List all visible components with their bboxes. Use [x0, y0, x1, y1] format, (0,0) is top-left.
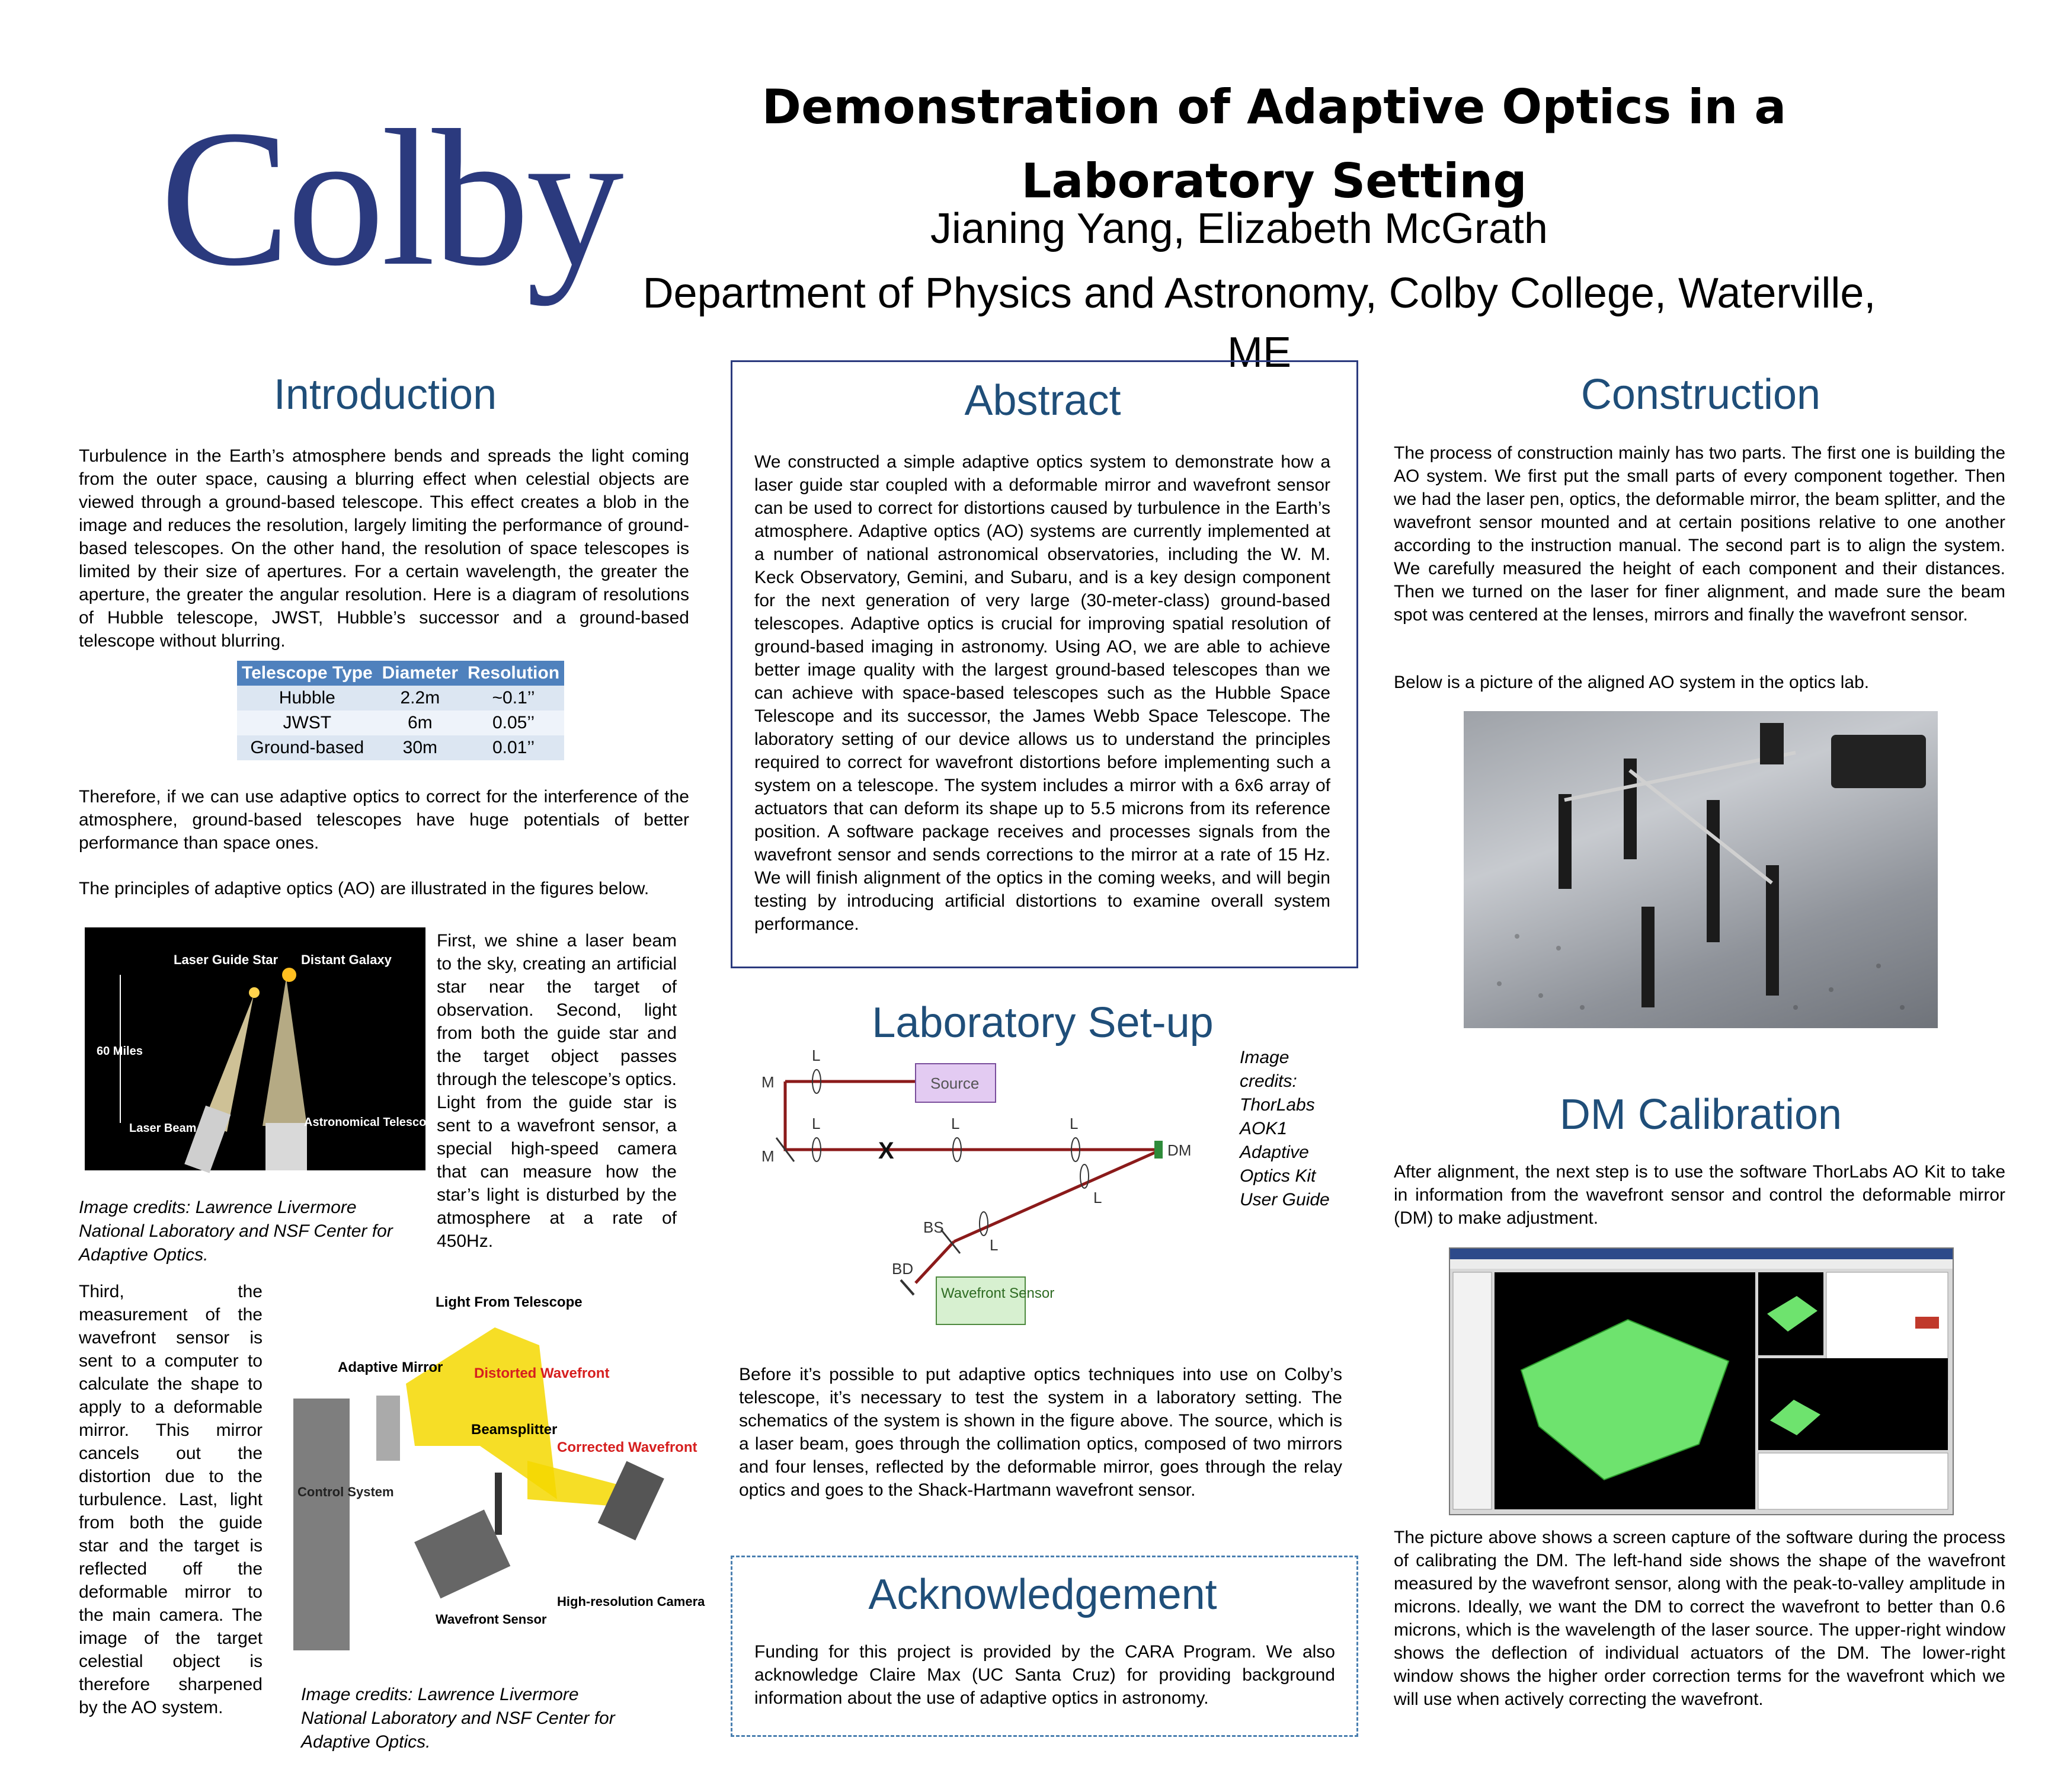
table-header-type: Telescope Type [237, 661, 377, 686]
fig1-label-telescope: Astronomical Telescope [304, 1116, 440, 1129]
intro-paragraph-2: Therefore, if we can use adaptive optics to correct for the interference of the atmosphere, ground-based telescopes have huge potentials of better performance than space ones. [79, 787, 689, 853]
fig2-description: Third, the measurement of the wavefront sensor is sent to a computer to calculate the shape to apply to a deformable mirror. This mirror cancels out the distortion due to the turbulence. Last, light from both the guide star and the target is reflected off the deformable mirror to the main camera. The image of the target celestial object is therefore sharpened by the AO system. [79, 1282, 263, 1717]
setup-heading: Laboratory Set-up [872, 999, 1214, 1047]
svg-text:L [1093, 1189, 1102, 1207]
svg-text:BS [923, 1218, 944, 1236]
laser-guide-star-figure [85, 927, 440, 1170]
setup-label-x: X [878, 1138, 894, 1164]
setup-schematic [753, 1046, 1215, 1324]
poster-title [676, 70, 1873, 218]
fig2-credit: Image credits: Lawrence Livermore National Laboratory and NSF Center for Adaptive Optics. [301, 1685, 615, 1752]
setup-label-m1: M [761, 1073, 775, 1091]
svg-text:Distorted Wavefront [474, 1365, 609, 1381]
table-row: JWST 6m 0.05’’ [237, 711, 564, 735]
svg-text:DM [1167, 1141, 1191, 1159]
fig2-label-corrected: Corrected Wavefront [557, 1439, 697, 1455]
lab-photo [1464, 711, 1938, 1028]
svg-text:High-resolution Camera [557, 1594, 705, 1609]
table-header-diameter: Diameter [377, 661, 463, 686]
svg-text:L [812, 1115, 820, 1132]
svg-text:Wavefront Sensor [436, 1612, 547, 1627]
intro-paragraph-1: Turbulence in the Earth’s atmosphere bends and spreads the light coming from the outer space, causing a blurring effect when celestial objects are viewed through a ground-based telescope. This effect creates a blob in the image and reduces the resolution, largely limiting the performance of ground-based telescopes. On the other hand, the resolution of space telescopes is limited by their size of apertures. For a certain wavelength, the greater the aperture, the greater the angular resolution. Here is a diagram of resolutions of Hubble telescope, JWST, Hubble’s successor and a ground-based telescope without blurring. [79, 446, 689, 651]
fig2-label-adaptive-mirror: Adaptive Mirror [338, 1359, 443, 1375]
construction-paragraph-2: Below is a picture of the aligned AO system in the optics lab. [1394, 673, 1870, 692]
resolution-table [237, 661, 564, 760]
svg-text:L [951, 1115, 959, 1132]
setup-credit: Image credits: ThorLabs AOK1 Adaptive Optics Kit User Guide [1240, 1048, 1330, 1209]
acknowledgement-heading: Acknowledgement [868, 1571, 1217, 1618]
svg-text:Wavefront Sensor [941, 1285, 1054, 1301]
setup-label-bs: BS [923, 1218, 944, 1236]
svg-text:Laser Guide Star [174, 952, 279, 967]
svg-text:Astronomical Telescope [304, 1116, 440, 1129]
table-header-resolution: Resolution [463, 661, 564, 686]
svg-text:Light From Telescope [436, 1294, 583, 1310]
svg-text:Beamsplitter [471, 1422, 557, 1438]
svg-text:X [878, 1138, 894, 1164]
setup-label-l1: L [812, 1047, 821, 1064]
svg-text:60 Miles [97, 1045, 143, 1058]
setup-text: Before it’s possible to put adaptive optics techniques into use on Colby’s telescope, it’s necessary to test the system in a laboratory setting. The schematics of the system is shown in the figure above. The source, which is a laser beam, goes through the collimation optics, composed of two mirrors and four lenses, reflected by the deformable mirror, goes through the relay optics and goes to the Shack-Hartmann wavefront sensor. [739, 1365, 1342, 1500]
setup-label-source: Source [930, 1074, 980, 1092]
svg-text:BD [892, 1260, 913, 1278]
setup-label-l6: L [990, 1236, 999, 1254]
fig2-label-camera: High-resolution Camera [557, 1594, 705, 1609]
fig2-label-sensor: Wavefront Sensor [436, 1612, 547, 1627]
svg-text:Source [930, 1074, 979, 1092]
setup-label-l3: L [951, 1115, 960, 1132]
fig2-label-control: Control System [297, 1484, 394, 1499]
dm-paragraph-1: After alignment, the next step is to use the software ThorLabs AO Kit to take in information from the wavefront sensor and control the deformable mirror (DM) to make adjustment. [1394, 1162, 2005, 1228]
dm-heading: DM Calibration [1559, 1091, 1842, 1138]
fig2-label-beamsplitter: Beamsplitter [471, 1422, 558, 1438]
fig1-description: First, we shine a laser beam to the sky, creating an artificial star near the target of observation. Second, light from both the guide star and the target object passes through the telescope’s optics. Light from the guide star is sent to a wavefront sensor, a special high-speed camera that can measure how the star’s light is disturbed by the atmosphere at a rate of 450Hz. [437, 931, 677, 1251]
abstract-heading: Abstract [964, 377, 1121, 424]
setup-label-l5: L [1093, 1189, 1102, 1207]
fig1-label-miles: 60 Miles [97, 1045, 143, 1058]
svg-text:Corrected Wavefront [557, 1439, 697, 1455]
fig2-label-light: Light From Telescope [436, 1294, 583, 1310]
svg-text:Distant Galaxy [301, 952, 392, 967]
title-line-2: Laboratory Setting [1021, 153, 1527, 209]
intro-paragraph-3: The principles of adaptive optics (AO) are illustrated in the figures below. [79, 879, 649, 898]
setup-label-bd: BD [892, 1260, 914, 1278]
svg-text:Adaptive Mirror [338, 1359, 443, 1375]
title-line-1: Demonstration of Adaptive Optics in a [761, 79, 1787, 135]
svg-text:L [1070, 1115, 1078, 1132]
svg-text:Control System [297, 1484, 394, 1499]
acknowledgement-text: Funding for this project is provided by the CARA Program. We also acknowledge Claire Max (UC Santa Cruz) for providing background information about the use of adaptive optics in astronomy. [754, 1642, 1335, 1708]
introduction-heading: Introduction [273, 371, 497, 418]
abstract-text: We constructed a simple adaptive optics system to demonstrate how a laser guide star coupled with a deformable mirror and wavefront sensor can be used to correct for distortions caused by turbulence in the Earth’s atmosphere. Adaptive optics (AO) systems are currently implemented at a number of national astronomical observatories, including the W. M. Keck Observatory, Gemini, and Subaru, and is a key design component for the next generation of very large (30-meter-class) ground-based telescopes. Adaptive optics is crucial for improving spatial resolution of ground-based imaging in astronomy. Using AO, we are able to achieve better image quality with the largest ground-based telescopes than we can achieve with space-based telescopes such as the Hubble Space Telescope and its successor, the James Webb Space Telescope. The laboratory setting of our device allows us to understand the principles required to correct for wavefront distortions before implementing such a system on a telescope. The system includes a mirror with a 6x6 array of actuators that can deform its shape up to 5.5 microns from its reference position. A software package receives and processes signals from the wavefront sensor and sends corrections to the mirror at a rate of 15 Hz. We will finish alignment of the optics in the coming weeks, and will begin testing by introducing artificial distortions to examine overall system performance. [754, 452, 1330, 934]
svg-text:M [761, 1147, 775, 1165]
setup-label-sensor: Wavefront Sensor [941, 1285, 1055, 1301]
fig2-label-distorted: Distorted Wavefront [474, 1365, 610, 1381]
fig1-label-guide-star: Laser Guide Star [174, 952, 279, 967]
fig1-label-galaxy: Distant Galaxy [301, 952, 392, 967]
authors: Jianing Yang, Elizabeth McGrath [930, 205, 1548, 252]
svg-text:M [761, 1073, 775, 1091]
svg-text:Laser Beam [129, 1122, 196, 1135]
svg-text:L [990, 1236, 998, 1254]
construction-heading: Construction [1580, 371, 1821, 418]
setup-label-l4: L [1070, 1115, 1079, 1132]
software-screenshot [1449, 1247, 1954, 1515]
setup-label-l2: L [812, 1115, 821, 1132]
construction-paragraph-1: The process of construction mainly has two parts. The first one is building the AO system. We first put the small parts of every component together. Then we had the laser pen, optics, the deformable mirror, the beam splitter, and the wavefront sensor mounted and at certain positions relative to one another according to the instruction manual. The second part is to align the system. We carefully measured the height of each component and their distances. Then we turned on the laser for finer alignment, and made sure the beam spot was centered at the lenses, mirrors and finally the wavefront sensor. [1394, 443, 2005, 625]
table-row: Hubble 2.2m ~0.1’’ [237, 686, 564, 711]
setup-label-m2: M [761, 1147, 775, 1165]
colby-logo: Colby [160, 90, 620, 306]
svg-text:L [812, 1047, 820, 1064]
fig1-credit: Image credits: Lawrence Livermore National Laboratory and NSF Center for Adaptive Optics. [79, 1198, 393, 1265]
ao-system-figure [290, 1294, 705, 1659]
fig1-label-laser-beam: Laser Beam [129, 1122, 197, 1135]
dm-paragraph-2: The picture above shows a screen capture of the software during the process of calibrating the DM. The left-hand side shows the shape of the wavefront measured by the wavefront sensor, along with the peak-to-valley amplitude in microns. Ideally, we want the DM to correct the wavefront to better than 0.6 microns, which is the wavelength of the laser source. The upper-right window shows the deflection of individual actuators of the DM. The lower-right window shows the higher order correction terms for the wavefront which we will use when actively correcting the wavefront. [1394, 1528, 2005, 1709]
setup-label-dm: DM [1167, 1141, 1192, 1159]
table-row: Ground-based 30m 0.01’’ [237, 735, 564, 760]
affiliation: Department of Physics and Astronomy, Colby College, Waterville, ME [642, 270, 1876, 376]
